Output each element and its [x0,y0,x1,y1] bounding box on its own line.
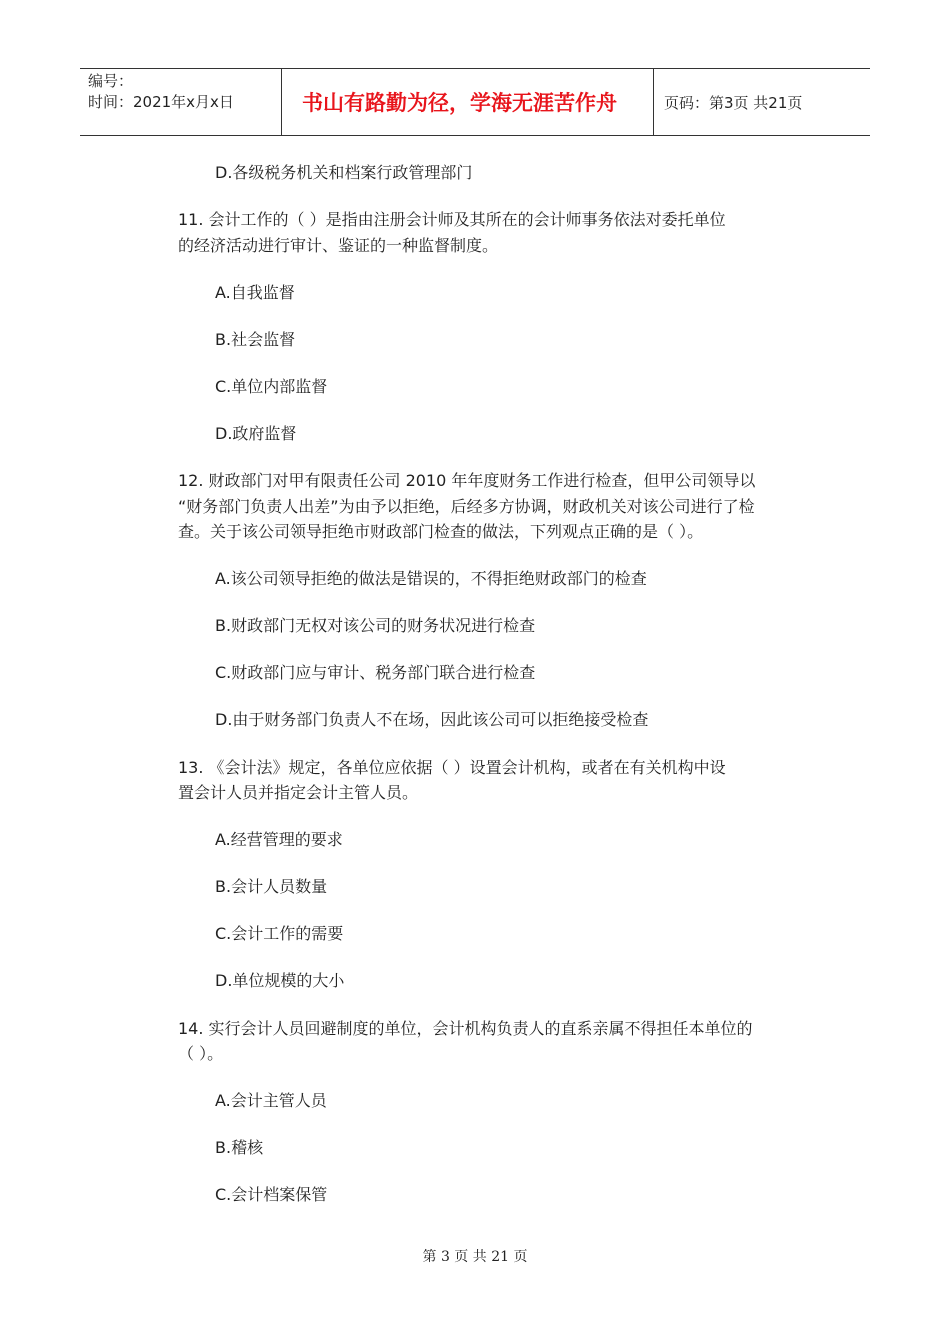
q12-text-line-2: “财务部门负责人出差”为由予以拒绝，后经多方协调，财政机关对该公司进行了检 [178,497,755,516]
q11-option-d: D.政府监督 [215,424,297,443]
q11-text-line-2: 的经济活动进行审计、鉴证的一种监督制度。 [178,236,499,255]
q11-option-b: B.社会监督 [215,330,296,349]
q14-option-a: A.会计主管人员 [215,1091,327,1110]
q12-option-c: C.财政部门应与审计、税务部门联合进行检查 [215,663,536,682]
page-header [80,68,870,136]
q12-text-line-1: 12. 财政部门对甲有限责任公司 2010 年年度财务工作进行检查，但甲公司领导以 [178,471,756,490]
header-page-info: 页码：第3页 共21页 [664,93,803,112]
q14-text-line-2: （ ）。 [178,1044,224,1063]
serial-label: 编号： [88,72,134,90]
q14-text-line-1: 14. 实行会计人员回避制度的单位，会计机构负责人的直系亲属不得担任本单位的 [178,1019,753,1038]
q13-option-b: B.会计人员数量 [215,877,328,896]
q14-option-c: C.会计档案保管 [215,1185,328,1204]
header-meta [80,69,282,135]
q12-option-a: A.该公司领导拒绝的做法是错误的，不得拒绝财政部门的检查 [215,569,647,588]
q12-option-b: B.财政部门无权对该公司的财务状况进行检查 [215,616,536,635]
q12-option-d: D.由于财务部门负责人不在场，因此该公司可以拒绝接受检查 [215,710,649,729]
time-label: 时间：2021年x月x日 [88,93,234,111]
q13-option-d: D.单位规模的大小 [215,971,345,990]
q11-option-a: A.自我监督 [215,283,295,302]
q13-text-line-2: 置会计人员并指定会计主管人员。 [178,783,419,802]
q10-option-d: D.各级税务机关和档案行政管理部门 [215,163,473,182]
q13-option-c: C.会计工作的需要 [215,924,344,943]
q13-text-line-1: 13. 《会计法》规定，各单位应依据（ ）设置会计机构，或者在有关机构中设 [178,758,726,777]
q12-text-line-3: 查。关于该公司领导拒绝市财政部门检查的做法，下列观点正确的是（ ）。 [178,522,704,541]
page-footer: 第 3 页 共 21 页 [422,1249,528,1265]
q11-option-c: C.单位内部监督 [215,377,328,396]
q11-text-line-1: 11. 会计工作的（ ）是指由注册会计师及其所在的会计师事务依法对委托单位 [178,210,726,229]
q14-option-b: B.稽核 [215,1138,264,1157]
q13-option-a: A.经营管理的要求 [215,830,343,849]
header-motto: 书山有路勤为径，学海无涯苦作舟 [282,69,654,135]
